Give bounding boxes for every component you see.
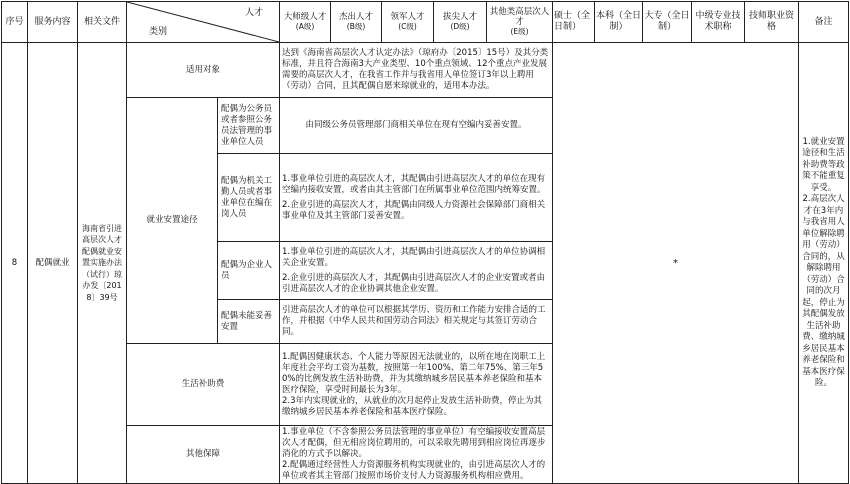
subsidy-item: 1.配偶因健康状态、个人能力等原因无法就业的，以所在地在岗职工上年度社会平均工资为基数，按照第一年100%、第二年75%、第三年50%的比例发放生活补助费，并为其缴纳城乡居民基本养老保险和基本医疗保险，享受时间最长为3年。 (282, 351, 546, 395)
row-seq: 8 (2, 43, 28, 484)
sub-text-item: 1.事业单位引进的高层次人才，其配偶由引进高层次人才的单位在现有空编内接收安置，或者由其主管部门在所属事业单位范围内统筹安置。 (282, 173, 546, 195)
sub-text-item: 1.事业单位引进的高层次人才，其配偶由引进高层次人才的单位协调相关企业安置。 (282, 246, 546, 268)
header-level-c (382, 2, 434, 43)
header-diagonal-cell (127, 2, 280, 43)
level-grade: (D级) (450, 22, 470, 31)
header-technician: 技师职业资格 (745, 2, 799, 43)
level-name: 领军人才 (390, 12, 425, 22)
level-name: 大师级人才 (283, 12, 327, 22)
row-document: 海南省引进高层次人才配偶就业安置实施办法（试行）琼办发〔2018〕39号 (78, 43, 127, 484)
header-college: 大专（全日制） (643, 2, 692, 43)
sub-text-item: 2.企业引进的高层次人才，其配偶由同级人力资源社会保障部门商相关事业单位及其主管部门妥善安置。 (282, 199, 546, 221)
employment-label: 就业安置途径 (127, 98, 218, 344)
header-docs: 相关文件 (78, 2, 127, 43)
header-talent: 人才 (245, 8, 264, 18)
other-label: 其他保障 (127, 426, 280, 484)
level-name: 杰出人才 (339, 12, 374, 22)
applicable-label: 适用对象 (127, 43, 280, 98)
qualification-star: * (553, 43, 799, 484)
sub-label-staff: 配偶为机关工勤人员或者事业单位在编在岗人员 (218, 154, 280, 242)
header-master: 硕士（全日制） (553, 2, 595, 43)
sub-text-item: 2.企业引进的高层次人才，其配偶由引进高层次人才的企业安置或者由引进高层次人才的企业协调其他企业安置。 (282, 272, 546, 294)
sub-label-unplaced: 配偶未能妥善安置 (218, 300, 280, 344)
level-grade: (B级) (346, 22, 366, 31)
level-name: 拔尖人才 (443, 12, 478, 22)
header-level-a (280, 2, 331, 43)
sub-text-staff (280, 154, 553, 242)
header-remark: 备注 (799, 2, 849, 43)
other-item: 1.事业单位（不含参照公务员法管理的事业单位）有空编接收安置高层次人才配偶，但无相应岗位聘用的，可以采取先聘用到相应岗位再逐步消化的方式予以解决。 (282, 427, 546, 459)
level-grade: (C级) (398, 22, 417, 31)
header-bachelor: 本科（全日制） (595, 2, 643, 43)
sub-text-civil-servant: 由同级公务员管理部门商相关单位在现有空编内妥善安置。 (280, 98, 553, 154)
applicable-text: 达到《海南省高层次人才认定办法》（琼府办〔2015〕15号）及其分类标准，并且符合海南3大产业类型、10个重点领域、12个重点产业发展需要的高层次人才，在我省工作并与我省用人单位签订3年以上聘用（劳动）合同，且其配偶自愿来琼就业的，适用本办法。 (280, 43, 553, 98)
row-service: 配偶就业 (28, 43, 78, 484)
level-name: 其他类高层次人才 (489, 7, 550, 27)
sub-label-civil-servant: 配偶为公务员或者参照公务员法管理的事业单位人员 (218, 98, 280, 154)
header-level-d (434, 2, 487, 43)
sub-text-enterprise (280, 242, 553, 300)
subsidy-text (280, 344, 553, 426)
header-seq: 序号 (2, 2, 28, 43)
other-item: 2.配偶通过经营性人力资源服务机构实现就业的，由引进高层次人才的单位或者其主管部门按照市场价支付人力资源服务机构相应费用。 (282, 460, 546, 481)
header-mid-title: 中级专业技术职称 (692, 2, 745, 43)
policy-table (1, 1, 849, 484)
level-grade: (A级) (295, 22, 315, 31)
remark-item: 1.就业安置途径和生活补助费等政策不能重复享受。 (802, 136, 845, 193)
subsidy-label: 生活补助费 (127, 344, 280, 426)
header-level-b (331, 2, 382, 43)
header-category: 类别 (149, 27, 168, 37)
header-service: 服务内容 (28, 2, 78, 43)
level-grade: (E级) (510, 27, 529, 36)
sub-text-unplaced: 引进高层次人才的单位可以根据其学历、资历和工作能力安排合适的工作，并根据《中华人民共和国劳动合同法》相关规定与其签订劳动合同。 (280, 300, 553, 344)
subsidy-item: 2.3年内实现就业的，从就业的次月起停止发放生活补助费，停止为其缴纳城乡居民基本养老保险和基本医疗保险。 (282, 395, 543, 417)
other-text (280, 426, 553, 484)
remark-cell (799, 43, 849, 484)
header-level-e (487, 2, 553, 43)
sub-label-enterprise: 配偶为企业人员 (218, 242, 280, 300)
remark-item: 2.高层次人才在3年内与我省用人单位解除聘用（劳动）合同的，从解除聘用（劳动）合同的次月起，停止为其配偶发放生活补助费、缴纳城乡居民基本养老保险和基本医疗保险。 (802, 194, 845, 388)
